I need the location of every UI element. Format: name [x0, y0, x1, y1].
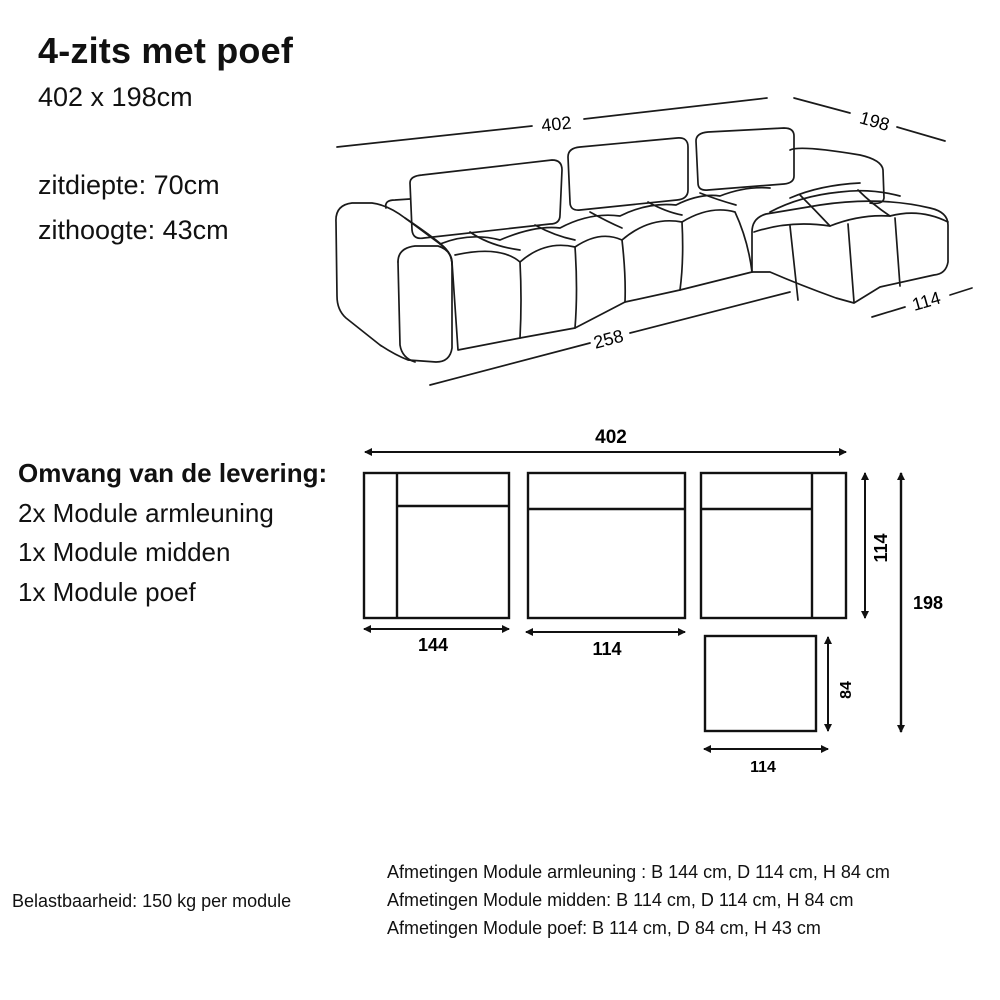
load-capacity: Belastbaarheid: 150 kg per module: [12, 891, 292, 911]
ottoman-seam-4: [800, 195, 830, 226]
plan-label-84: 84: [838, 681, 855, 699]
sketch-dimline-198-right: [897, 127, 945, 141]
plan-label-114-middle: 114: [592, 639, 622, 659]
overall-size: 402 x 198cm: [38, 82, 193, 112]
seat-module-3a: [682, 210, 752, 272]
scope-heading: Omvang van de levering:: [18, 458, 328, 488]
dim-poef-module: Afmetingen Module poef: B 114 cm, D 84 cm, H 43 cm: [387, 918, 821, 938]
sofa-back-base-left: [386, 199, 410, 208]
seat-module-2b: [622, 221, 683, 290]
plan-label-198: 198: [912, 593, 944, 613]
scope-item-middle: 1x Module midden: [18, 537, 231, 567]
module-arm-right: [701, 473, 846, 618]
sketch-dimline-114-left: [872, 307, 905, 317]
seat-module-1a: [455, 251, 521, 338]
sofa-sketch: [336, 98, 972, 385]
back-cushion-2: [568, 138, 688, 210]
seat-depth: zitdiepte: 70cm: [38, 170, 220, 200]
module-poef: [705, 636, 816, 731]
module-middle: [528, 473, 685, 618]
floor-plan: [364, 452, 901, 749]
sofa-right-arm: [790, 148, 884, 203]
plan-label-114-depth: 114: [871, 533, 891, 563]
plan-label-114-poef: 114: [750, 759, 776, 776]
sketch-label-198: 198: [857, 107, 892, 135]
module-arm-left: [364, 473, 509, 618]
seat-tuft-e: [700, 193, 736, 205]
sketch-label-114: 114: [909, 287, 943, 315]
ottoman-front-tufts: [754, 213, 948, 232]
sketch-dimline-114-right: [950, 288, 972, 295]
page-title: 4-zits met poef: [38, 30, 294, 71]
ottoman-seam-1: [790, 226, 798, 300]
sketch-label-402: 402: [540, 112, 573, 136]
sketch-dimline-402-left: [337, 126, 532, 147]
scope-item-poef: 1x Module poef: [18, 577, 196, 607]
sketch-label-258: 258: [591, 325, 626, 353]
plan-label-144: 144: [417, 635, 449, 655]
seat-module-2a: [575, 236, 625, 302]
seat-height: zithoogte: 43cm: [38, 215, 229, 245]
sketch-dimline-258-left: [430, 343, 590, 385]
back-cushion-3: [696, 128, 794, 190]
dim-arm-module: Afmetingen Module armleuning : B 144 cm, D 114 cm, H 84 cm: [387, 862, 890, 882]
ottoman-seam-3: [895, 218, 900, 286]
ottoman-seam-2: [848, 224, 854, 302]
sketch-dimline-402-right: [584, 98, 767, 119]
seat-module-1b: [520, 245, 577, 328]
dim-middle-module: Afmetingen Module midden: B 114 cm, D 114 cm, H 84 cm: [387, 890, 854, 910]
sketch-dimline-258-right: [630, 292, 790, 333]
sketch-dimline-198-left: [794, 98, 850, 113]
left-arm-front-curve: [398, 246, 452, 265]
left-arm-outer: [336, 203, 452, 362]
left-arm-front-edge: [398, 262, 415, 362]
scope-item-arm: 2x Module armleuning: [18, 498, 274, 528]
plan-label-402: 402: [595, 427, 627, 448]
